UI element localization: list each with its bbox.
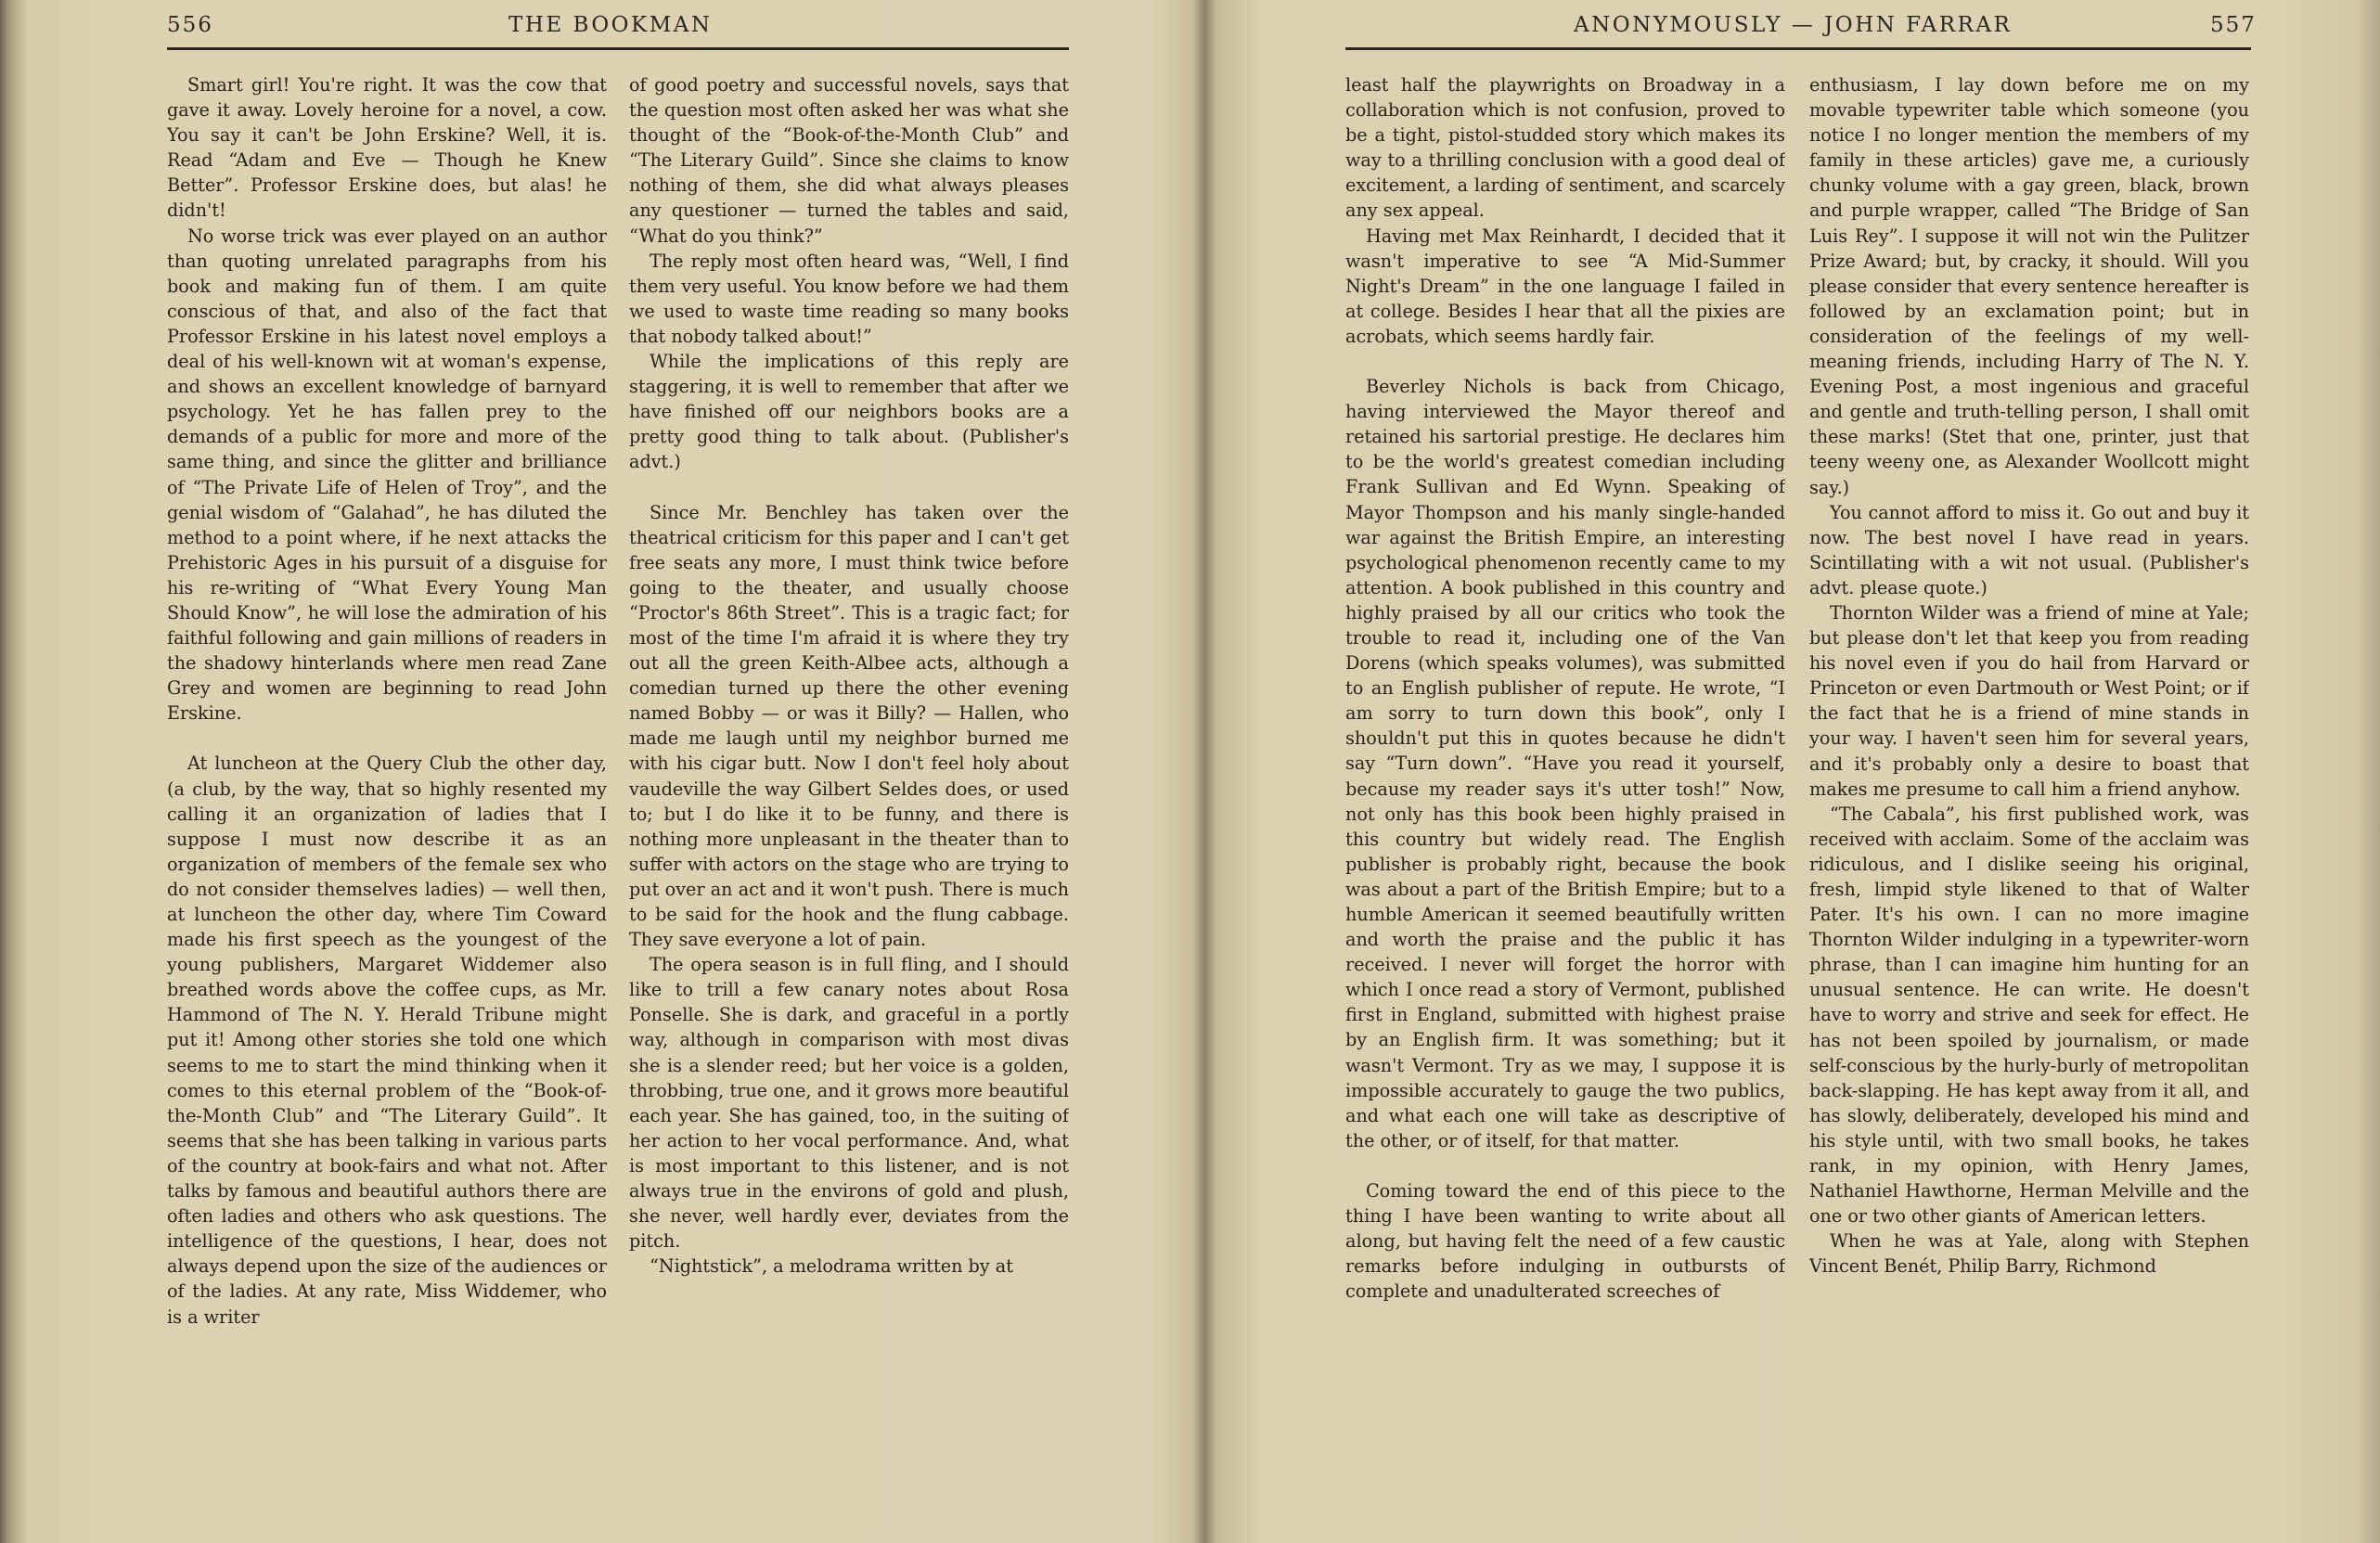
right-page-column-1 bbox=[1345, 72, 1785, 1381]
left-page-column-2 bbox=[629, 72, 1069, 1381]
paragraph: You cannot afford to miss it. Go out and buy it now. The best novel I have read in years. Scintillating with a wit not usual. (Publisher's advt. please quote.) bbox=[1809, 501, 2249, 598]
paragraph: Having met Max Reinhardt, I decided that it wasn't imperative to see “A Mid-Summer Night's Dream” in the one language I failed in at college. Besides I hear that all the pixies are acrobats, which seems hardly fair. bbox=[1345, 225, 1785, 347]
right-running-head: ANONYMOUSLY — JOHN FARRAR bbox=[1574, 13, 2013, 37]
left-page-number: 556 bbox=[167, 13, 213, 37]
left-header-rule bbox=[167, 47, 1069, 50]
left-running-head: THE BOOKMAN bbox=[508, 13, 713, 37]
paragraph: enthusiasm, I lay down before me on my movable typewriter table which someone (you notice I no longer mention the members of my family in these articles) gave me, a curiously chunky volume with a gay green, black, brown and purple wrapper, called “The Bridge of San Luis Rey”. I suppose it will not win the Pulitzer Prize Award; but, by cracky, it should. Will you please consider that every sentence hereafter is followed by an exclamation point; but in consideration of the feelings of my well-meaning friends, including Harry of The N. Y. Evening Post, a most ingenious and graceful and gentle and truth-telling person, I shall omit these marks! (Stet that one, printer, just that teeny weeny one, as Alexander Woollcott might say.) bbox=[1809, 74, 2249, 498]
right-page-number: 557 bbox=[2210, 13, 2257, 37]
paragraph: At luncheon at the Query Club the other day, (a club, by the way, that so highly resented my calling it an organization of ladies that I suppose I must now describe it as an organization of members of the female sex who do not consider themselves ladies) — well then, at luncheon the other day, where Tim Coward made his first speech as the youngest of the young publishers, Margaret Widdemer also breathed words above the coffee cups, as Mr. Hammond of The N. Y. Herald Tribune might put it! Among other stories she told one which seems to me to start the mind thinking when it comes to this eternal problem of the “Book-of-the-Month Club” and “The Literary Guild”. It seems that she has been talking in various parts of the country at book-fairs and what not. After talks by famous and beautiful authors there are often ladies and others who ask questions. The intelligence of the questions, I hear, does not always depend upon the size of the audiences or of the ladies. At any rate, Miss Widdemer, who is a writer bbox=[167, 752, 607, 1328]
paragraph: “Nightstick”, a melodrama written by at bbox=[650, 1255, 1013, 1278]
paragraph: Since Mr. Benchley has taken over the theatrical criticism for this paper and I can't get free seats any more, I must think twice before going to the theater, and usually choose “Proctor's 86th Street”. This is a tragic fact; for most of the time I'm afraid it is where they try out all the green Keith-Albee acts, although a comedian turned up there the other evening named Bobby — or was it Billy? — Hallen, who made me laugh until my neighbor burned me with his cigar butt. Now I don't feel holy about vaudeville the way Gilbert Seldes does, or used to; but I do like it to be funny, and there is nothing more unpleasant in the theater than to suffer with actors on the stage who are trying to put over an act and it won't push. There is much to be said for the hook and the flung cabbage. They save everyone a lot of pain. bbox=[629, 501, 1069, 951]
paragraph: The reply most often heard was, “Well, I find them very useful. You know before we had them we used to waste time reading so many books that nobody talked about!” bbox=[629, 250, 1069, 347]
paragraph: While the implications of this reply are staggering, it is well to remember that after we have finished off our neighbors books are a pretty good thing to talk about. (Publisher's advt.) bbox=[629, 351, 1069, 473]
paragraph: When he was at Yale, along with Stephen Vincent Benét, Philip Barry, Richmond bbox=[1809, 1230, 2249, 1278]
paragraph: Coming toward the end of this piece to the thing I have been wanting to write about all along, but having felt the need of a few caustic remarks before indulging in outbursts of complete and unadulterated screeches of bbox=[1345, 1179, 1785, 1303]
paragraph: least half the playwrights on Broadway in a collaboration which is not confusion, proved to be a tight, pistol-studded story which makes its way to a thrilling conclusion with a good deal of excitement, a larding of sentiment, and scarcely any sex appeal. bbox=[1345, 74, 1785, 222]
paragraph: Thornton Wilder was a friend of mine at Yale; but please don't let that keep you from reading his novel even if you do hail from Harvard or Princeton or even Dartmouth or West Point; or if the fact that he is a friend of mine stands in your way. I haven't seen him for several years, and it's probably only a desire to boast that makes me presume to call him a friend anyhow. bbox=[1809, 601, 2249, 800]
paragraph: The opera season is in full fling, and I should like to trill a few canary notes about Rosa Ponselle. She is dark, and graceful in a portly way, although in comparison with most divas she is a slender reed; but her voice is a golden, throbbing, true one, and it grows more beautiful each year. She has gained, too, in the suiting of her action to her vocal performance. And, what is most important to this listener, and is not always true in the environs of gold and plush, she never, well hardly ever, deviates from the pitch. bbox=[629, 954, 1069, 1253]
paragraph: No worse trick was ever played on an author than quoting unrelated paragraphs from his book and making fun of them. I am quite conscious of that, and also of the fact that Professor Erskine in his latest novel employs a deal of his well-known wit at woman's expense, and shows an excellent knowledge of barnyard psychology. Yet he has fallen prey to the demands of a public for more and more of the same thing, and since the glitter and brilliance of “The Private Life of Helen of Troy”, and the genial wisdom of “Galahad”, he has diluted the method to a point where, if he next attacks the Prehistoric Ages in his pursuit of a disguise for his re-writing of “What Every Young Man Should Know”, he will lose the admiration of his faithful following and gain millions of readers in the shadowy hinterlands where men read Zane Grey and women are beginning to read John Erskine. bbox=[167, 225, 607, 725]
right-page-column-2 bbox=[1809, 72, 2249, 1381]
paragraph: Smart girl! You're right. It was the cow that gave it away. Lovely heroine for a novel, a cow. You say it can't be John Erskine? Well, it is. Read “Adam and Eve — Though he Knew Better”. Professor Erskine does, but alas! he didn't! bbox=[167, 74, 607, 222]
paragraph: of good poetry and successful novels, says that the question most often asked her was what she thought of the “Book-of-the-Month Club” and “The Literary Guild”. Since she claims to know nothing of them, she did what always pleases any questioner — turned the tables and said, “What do you think?” bbox=[629, 74, 1069, 247]
paragraph: “The Cabala”, his first published work, was received with acclaim. Some of the acclaim was ridiculous, and I dislike seeing his original, fresh, limpid style likened to that of Walter Pater. It's his own. I can no more imagine Thornton Wilder indulging in a typewriter-worn phrase, than I can imagine him hunting for an unusual sentence. He can write. He doesn't have to worry and strive and seek for effect. He has not been spoiled by journalism, or made self-conscious by the hurly-burly of metropolitan back-slapping. He has kept away from it all, and has slowly, deliberately, developed his mind and his style until, with two small books, he takes rank, in my opinion, with Henry James, Nathaniel Hawthorne, Herman Melville and the one or two other giants of American letters. bbox=[1809, 803, 2249, 1228]
paragraph: Beverley Nichols is back from Chicago, having interviewed the Mayor thereof and retained his sartorial prestige. He declares him to be the world's greatest comedian including Frank Sullivan and Ed Wynn. Speaking of Mayor Thompson and his manly single-handed war against the British Empire, an interesting psychological phenomenon recently came to my attention. A book published in this country and highly praised by all our critics who took the trouble to read it, including one of the Van Dorens (which speaks volumes), was submitted to an English publisher of repute. He wrote, “I am sorry to turn down this book”, only I shouldn't put this in quotes because he didn't say “Turn down”. “Have you read it yourself, because my reader says it's utter tosh!” Now, not only has this book been highly praised in this country but widely read. The English publisher is probably right, because the book was about a part of the British Empire; but to a humble American it seemed beautifully written and worth the praise and the public it has received. I never will forget the horror with which I once read a story of Vermont, published first in England, submitted with highest praise by an English firm. It was something; but it wasn't Vermont. Try as we may, I suppose it is impossible accurately to gauge the two publics, and what each one will take as descriptive of the other, or of itself, for that matter. bbox=[1345, 376, 1785, 1151]
left-page-column-1 bbox=[167, 72, 607, 1381]
right-header-rule bbox=[1345, 47, 2251, 50]
